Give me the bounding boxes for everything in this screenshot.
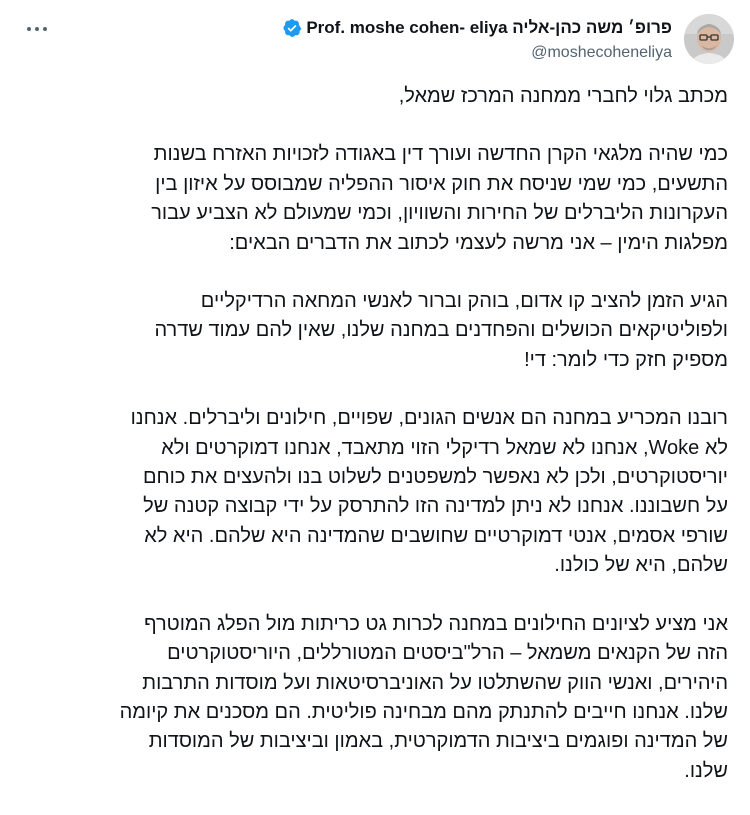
tweet-line: רובנו המכריע במחנה הם אנשים הגונים, שפויים, חילונים וליברלים. אנחנו: [130, 407, 728, 430]
tweet-line: שלהם, היא של כולנו.: [554, 554, 728, 577]
avatar-image: [684, 14, 734, 64]
tweet-paragraph: [22, 404, 728, 580]
tweet-line: כמי שהיה מלגאי הקרן החדשה ועורך דין באגודה לזכויות האזרח בשנות: [153, 143, 728, 166]
tweet-line: שלנו. אנחנו חייבים להתנתק מהם מבחינה פוליטית. הם מסכנים את קיומה: [119, 700, 728, 723]
more-horizontal-icon: [27, 27, 31, 31]
more-dot: [43, 27, 47, 31]
tweet-line: על חשבוננו. אנחנו לא ניתן למדינה הזו להתרסק על ידי קבוצה קטנה של: [143, 495, 728, 518]
tweet-line: יוריסטוקרטים, ולכן לא נאפשר למשפטנים לשלוט בנו ולהעצים את כוחם: [142, 466, 728, 489]
tweet-line: מכתב גלוי לחברי ממחנה המרכז שמאל,: [398, 85, 728, 107]
verified-badge-icon[interactable]: [282, 18, 302, 38]
author-names: [282, 16, 672, 62]
tweet-text: [22, 82, 728, 815]
display-name[interactable]: פרופ׳ משה כהן-אליה Prof. moshe cohen- eliya: [306, 18, 672, 37]
author-handle[interactable]: @moshecoheneliya: [531, 44, 672, 61]
tweet-line: שורפי אסמים, אנטי דמוקרטיים שחושבים שהמדינה היא שלהם. היא לא: [144, 524, 728, 547]
tweet-line: התשעים, כמי שמי שניסח את חוק איסור ההפליה שמבוסס על איזון בין: [155, 172, 728, 195]
tweet-line: של המדינה ופוגמים ביציבות הדמוקרטית, באמון וביציבות של המוסדות: [148, 730, 728, 753]
tweet-paragraph: [22, 610, 728, 786]
tweet-line: אני מציע לציונים החילונים במחנה לכרות גט כריתות מול הפלג המוטרף: [144, 612, 728, 635]
tweet-paragraph: [22, 287, 728, 375]
tweet-line: היהירים, ואנשי הווק שהשתלטו על האוניברסיטאות ועל מוסדות התרבות: [142, 671, 728, 694]
more-dot: [35, 27, 39, 31]
avatar[interactable]: [684, 14, 734, 64]
tweet-line: שלנו.: [684, 759, 728, 782]
tweet-line: ולפוליטיקאים הכושלים והפחדנים במחנה שלנו, שאין להם עמוד שדרה: [154, 319, 728, 342]
display-name-row: [282, 16, 672, 40]
tweet-line: העקרונות הליברלים של החירות והשוויון, וכמי שמעולם לא הצביע עבור: [151, 202, 728, 225]
tweet-paragraph: [22, 140, 728, 258]
tweet-header: [0, 14, 750, 70]
tweet-line: הזה של הקנאים משמאל – הרל"ביסטים המטורללים, היוריסטוקרטים: [167, 642, 728, 665]
tweet-line: הגיע הזמן להציב קו אדום, בוהק וברור לאנשי המחאה הרדיקליים: [200, 290, 728, 313]
tweet-line: מספיק חזק כדי לומר: די!: [524, 348, 728, 371]
tweet-paragraph: [22, 82, 728, 111]
more-options-button[interactable]: [22, 14, 52, 44]
tweet-line: לא Woke, אנחנו לא שמאל רדיקלי הזוי מתאבד, אנחנו דמוקרטים ולא: [161, 436, 728, 459]
tweet-line: מפלגות הימין – אני מרשה לעצמי לכתוב את הדברים הבאים:: [229, 231, 728, 254]
